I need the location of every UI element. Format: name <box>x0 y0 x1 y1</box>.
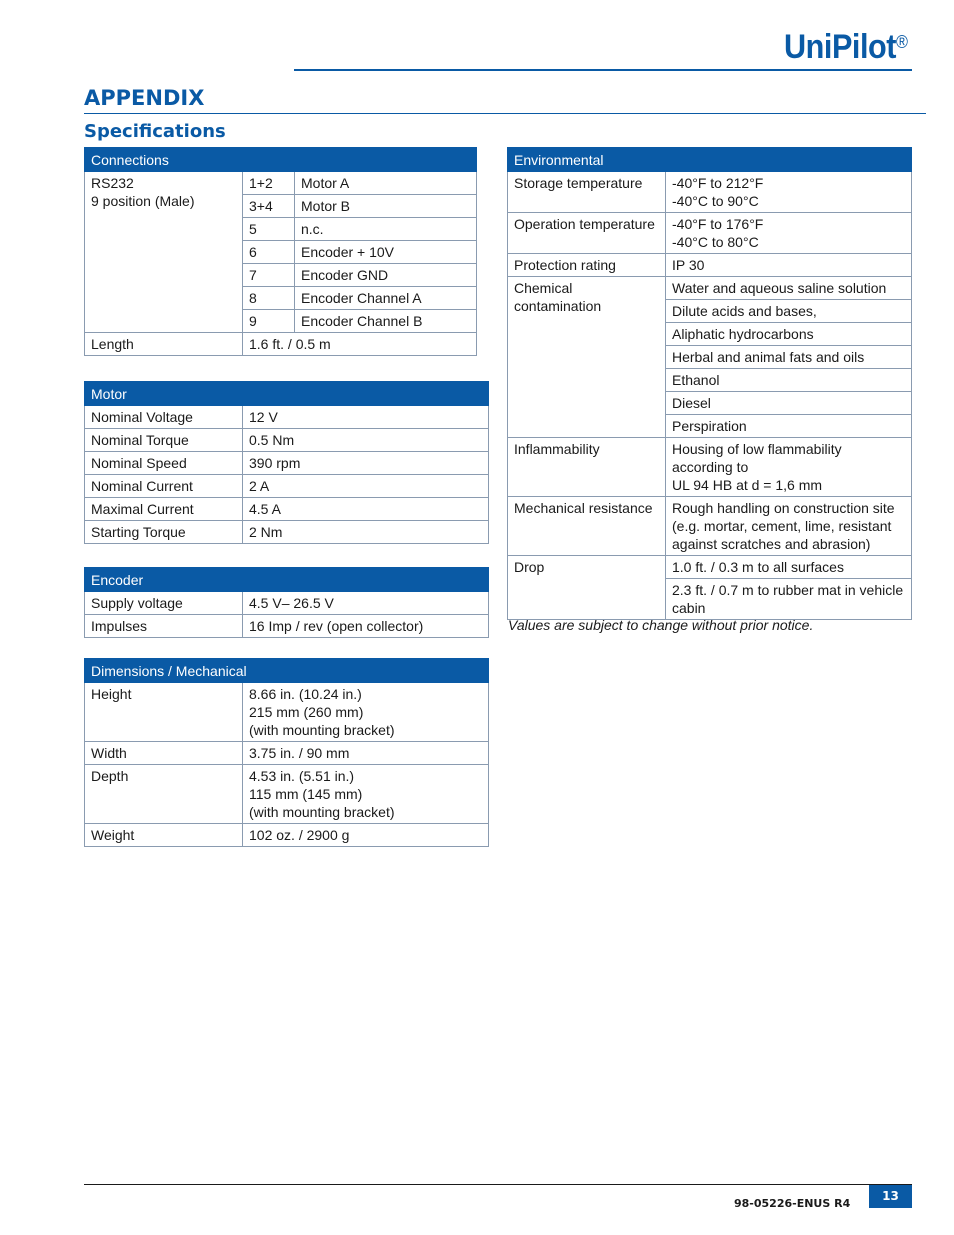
table-row: 5 n.c. <box>85 218 477 241</box>
table-row: Inflammability Housing of low flammability according to UL 94 HB at d = 1,6 mm <box>508 438 912 497</box>
table-row: RS232 9 position (Male) 1+2 Motor A <box>85 172 477 195</box>
table-row: Protection rating IP 30 <box>508 254 912 277</box>
table-row: Herbal and animal fats and oils <box>508 346 912 369</box>
table-row: 2.3 ft. / 0.7 m to rubber mat in vehicle cabin <box>508 579 912 620</box>
table-row: 6 Encoder + 10V <box>85 241 477 264</box>
table-row: Dilute acids and bases, <box>508 300 912 323</box>
environmental-header: Environmental <box>508 148 912 172</box>
dimensions-table <box>84 658 489 847</box>
table-row: Diesel <box>508 392 912 415</box>
environmental-table <box>507 147 912 620</box>
table-row: 9 Encoder Channel B <box>85 310 477 333</box>
table-row: Aliphatic hydrocarbons <box>508 323 912 346</box>
table-row: 3+4 Motor B <box>85 195 477 218</box>
table-row: Nominal Voltage 12 V <box>85 406 489 429</box>
table-row: Maximal Current 4.5 A <box>85 498 489 521</box>
table-row: Perspiration <box>508 415 912 438</box>
unipilot-logo: UniPilot® <box>784 28 908 66</box>
subsection-title: Specifications <box>84 121 226 142</box>
table-row: Chemical contamination Water and aqueous saline solution <box>508 277 912 300</box>
table-row: Impulses 16 Imp / rev (open collector) <box>85 615 489 638</box>
page-number: 13 <box>869 1185 912 1208</box>
document-id: 98-05226-ENUS R4 <box>734 1197 851 1210</box>
table-row: Storage temperature -40°F to 212°F -40°C to 90°C <box>508 172 912 213</box>
table-row: Height 8.66 in. (10.24 in.) 215 mm (260 mm) (with mounting bracket) <box>85 683 489 742</box>
connections-header: Connections <box>85 148 477 172</box>
table-row: Mechanical resistance Rough handling on construction site (e.g. mortar, cement, lime, resistant against scratches and abrasion) <box>508 497 912 556</box>
table-row: 8 Encoder Channel A <box>85 287 477 310</box>
table-row: Drop 1.0 ft. / 0.3 m to all surfaces <box>508 556 912 579</box>
table-row: Ethanol <box>508 369 912 392</box>
table-row: Operation temperature -40°F to 176°F -40°C to 80°C <box>508 213 912 254</box>
motor-header: Motor <box>85 382 489 406</box>
section-title: APPENDIX <box>84 86 205 110</box>
disclaimer-note: Values are subject to change without prior notice. <box>508 617 814 633</box>
table-row: Nominal Current 2 A <box>85 475 489 498</box>
table-row: Nominal Torque 0.5 Nm <box>85 429 489 452</box>
connections-table <box>84 147 477 356</box>
encoder-header: Encoder <box>85 568 489 592</box>
table-row: Starting Torque 2 Nm <box>85 521 489 544</box>
dimensions-header: Dimensions / Mechanical <box>85 659 489 683</box>
table-row: Depth 4.53 in. (5.51 in.) 115 mm (145 mm) (with mounting bracket) <box>85 765 489 824</box>
table-row: Width 3.75 in. / 90 mm <box>85 742 489 765</box>
table-row: Weight 102 oz. / 2900 g <box>85 824 489 847</box>
motor-table <box>84 381 489 544</box>
table-row: 7 Encoder GND <box>85 264 477 287</box>
footer-rule <box>84 1184 912 1185</box>
header-rule <box>294 69 912 71</box>
section-rule <box>84 113 926 114</box>
table-row: Supply voltage 4.5 V– 26.5 V <box>85 592 489 615</box>
rs232-cell: RS232 9 position (Male) <box>85 172 243 333</box>
table-row: Length 1.6 ft. / 0.5 m <box>85 333 477 356</box>
encoder-table <box>84 567 489 638</box>
table-row: Nominal Speed 390 rpm <box>85 452 489 475</box>
